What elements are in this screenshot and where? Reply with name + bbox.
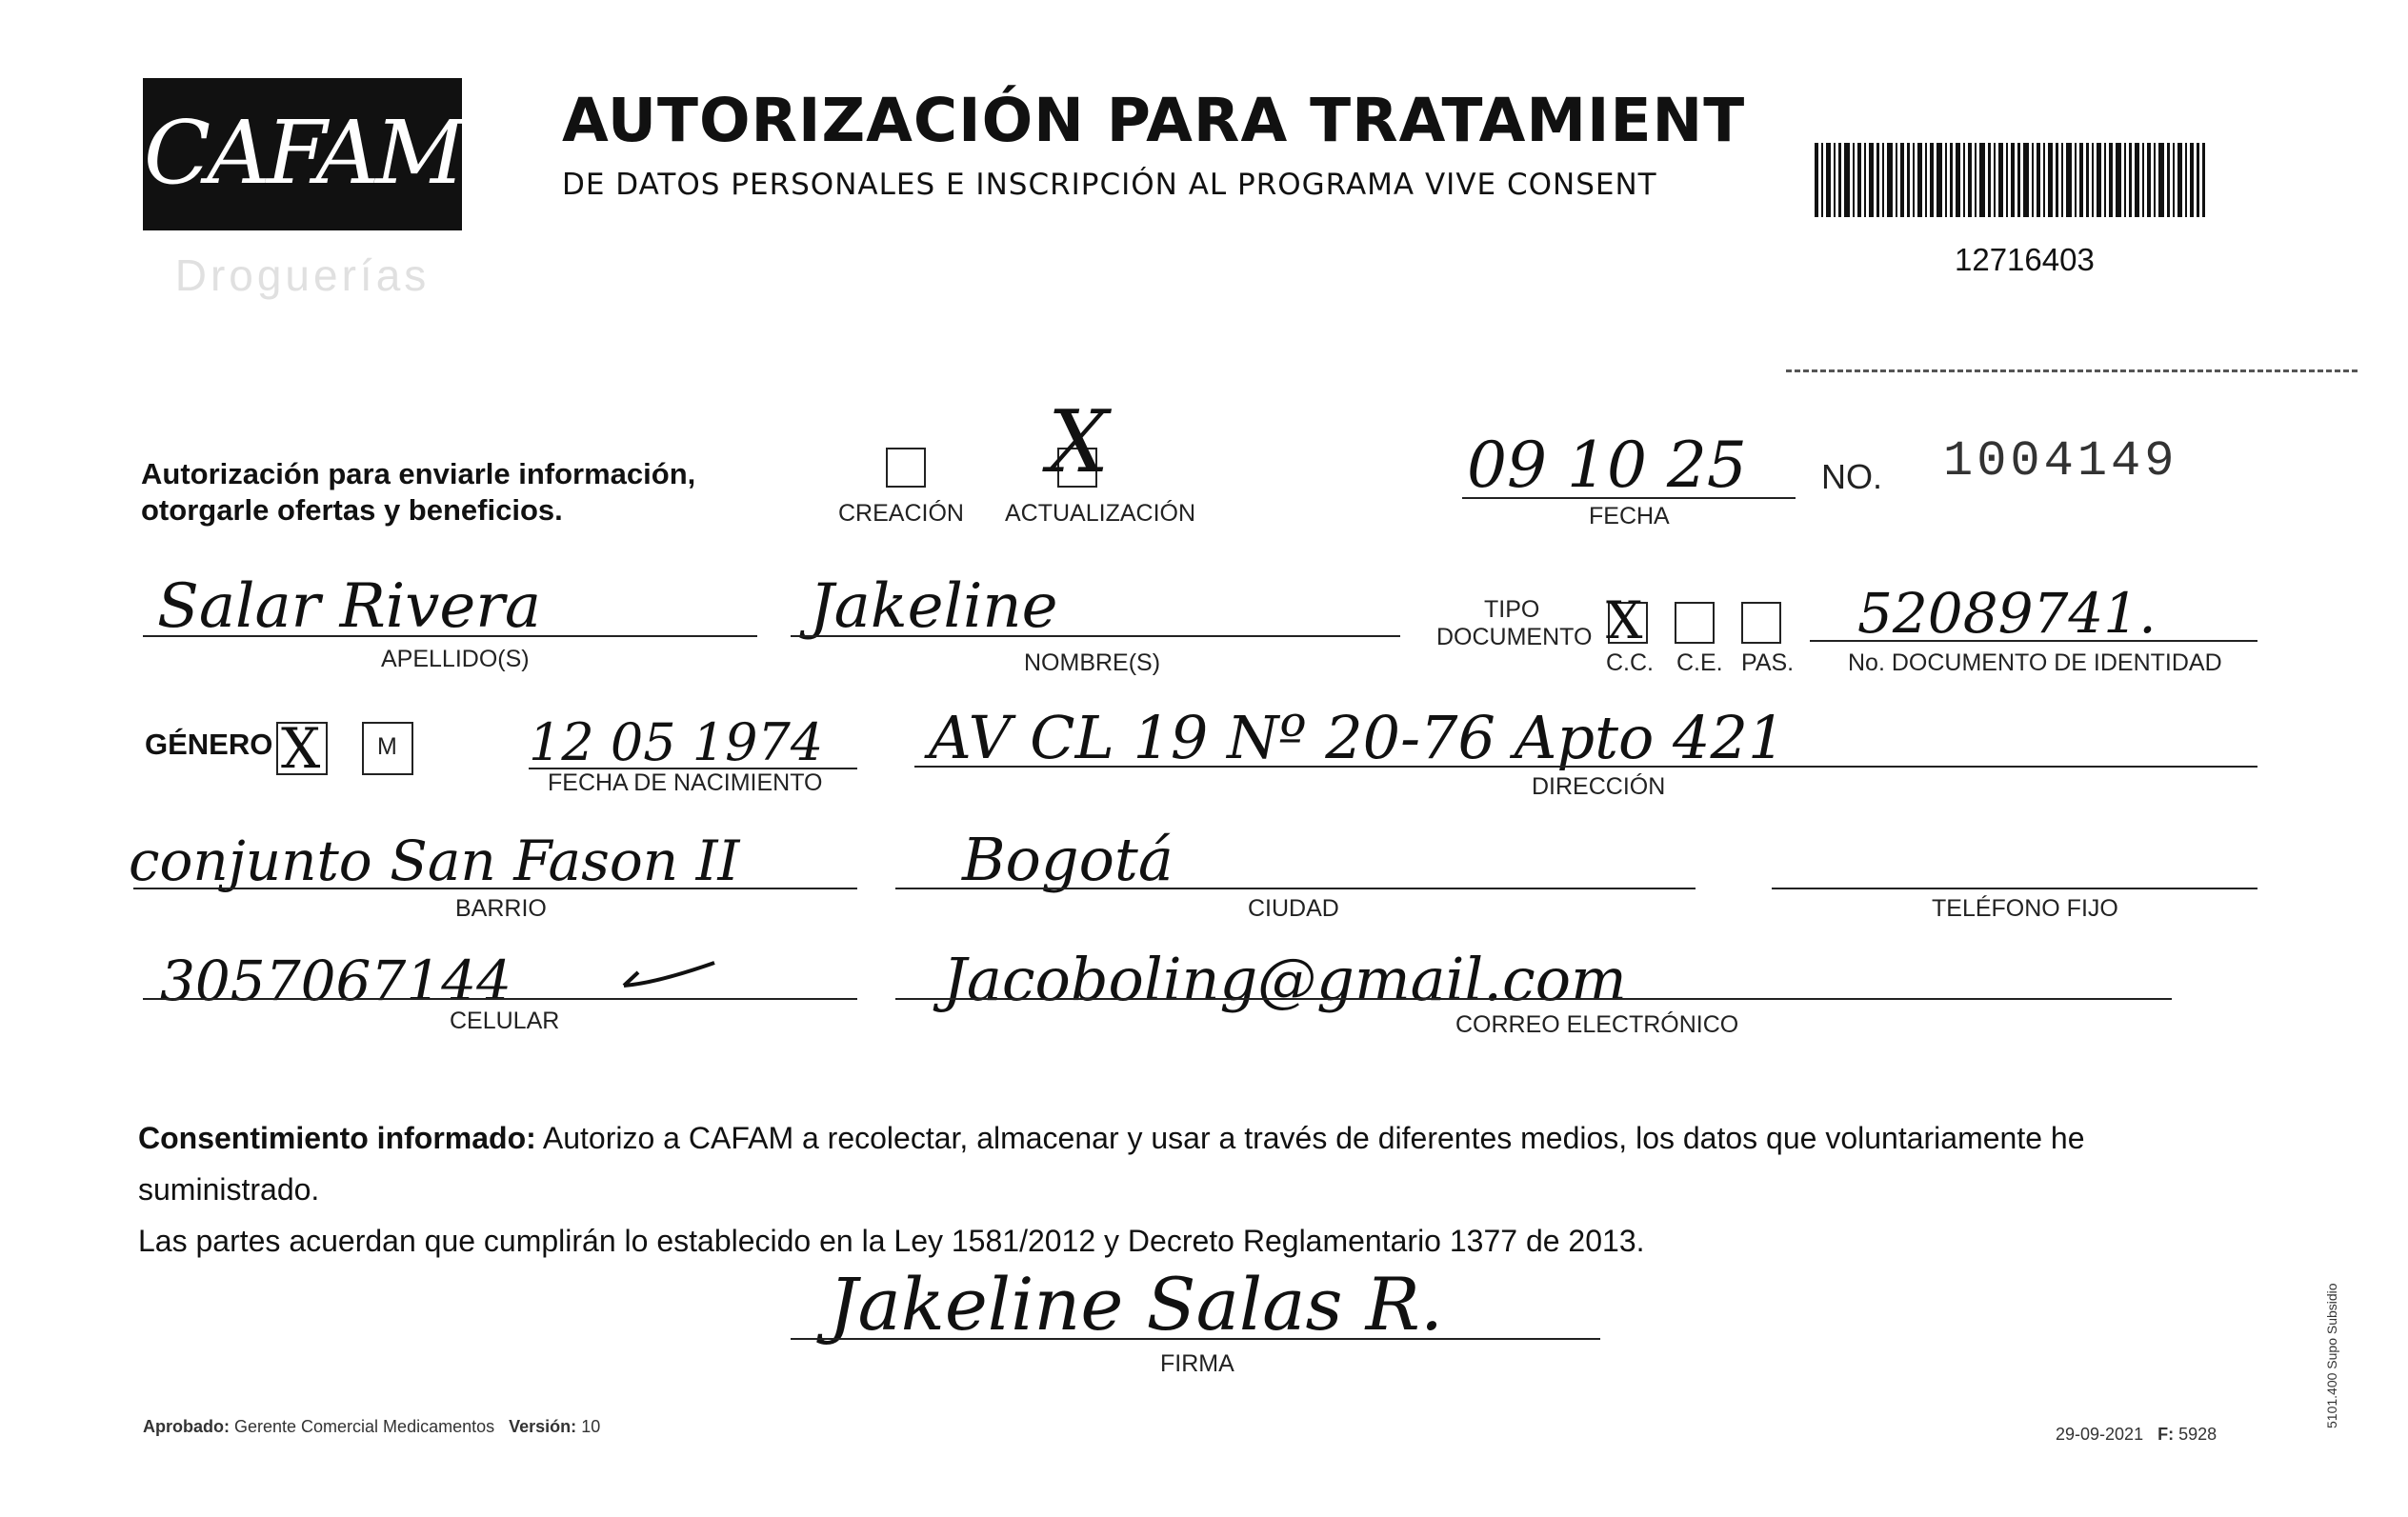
creacion-checkbox[interactable]: [886, 448, 926, 488]
nombre-value: Jakeline: [810, 571, 1058, 642]
actualizacion-label: ACTUALIZACIÓN: [1005, 500, 1196, 527]
direccion-label: DIRECCIÓN: [1532, 773, 1666, 800]
divider: [1786, 369, 2358, 372]
telefono-line[interactable]: [1772, 888, 2258, 889]
pas-checkbox[interactable]: [1741, 602, 1781, 644]
barcode-number: 12716403: [1955, 242, 2095, 277]
celular-value: 3057067144: [160, 948, 512, 1013]
nombre-label: NOMBRE(S): [1024, 649, 1161, 676]
form-number: 1004149: [1943, 433, 2178, 489]
fecha-label: FECHA: [1589, 503, 1670, 529]
ciudad-value: Bogotá: [962, 825, 1174, 894]
version-value: 10: [581, 1417, 601, 1436]
footer-date: 29-09-2021: [2056, 1425, 2144, 1444]
documento-value: 52089741.: [1857, 581, 2157, 646]
aprobado-value: Gerente Comercial Medicamentos: [234, 1417, 495, 1436]
version-label: Versión:: [509, 1417, 577, 1436]
correo-line[interactable]: [895, 998, 2172, 1000]
barcode-icon: [1815, 143, 2205, 217]
cc-label: C.C.: [1606, 649, 1654, 676]
logo-subtitle: Droguerías: [174, 250, 431, 300]
pas-label: PAS.: [1741, 649, 1795, 676]
documento-line[interactable]: [1810, 640, 2258, 642]
authorization-text-line1: Autorización para enviarle información,: [141, 457, 696, 490]
creacion-label: CREACIÓN: [838, 500, 964, 527]
no-label: NO.: [1821, 457, 1883, 496]
ciudad-line[interactable]: [895, 888, 1696, 889]
ce-label: C.E.: [1676, 649, 1723, 676]
nacimiento-value: 12 05 1974: [529, 712, 824, 772]
consent-paragraph: [138, 1112, 2262, 1267]
apellido-line[interactable]: [143, 635, 757, 637]
ce-checkbox[interactable]: [1675, 602, 1715, 644]
barrio-line[interactable]: [133, 888, 857, 889]
consent-text-line1: Autorizo a CAFAM a recolectar, almacenar y usar a través de diferentes medios, los datos que voluntariamente he suministrado.: [138, 1121, 2085, 1207]
footer-date-code: [2056, 1425, 2217, 1445]
barrio-label: BARRIO: [455, 895, 547, 922]
authorization-text-line2: otorgarle ofertas y beneficios.: [141, 493, 563, 527]
celular-line[interactable]: [143, 998, 857, 1000]
documento-numero-label: No. DOCUMENTO DE IDENTIDAD: [1848, 649, 2222, 676]
tipo-label: TIPO: [1484, 596, 1540, 623]
f-label: F:: [2157, 1425, 2175, 1444]
apellido-label: APELLIDO(S): [381, 646, 530, 672]
cc-check-mark: X: [1606, 590, 1643, 650]
f-value: 5928: [2178, 1425, 2217, 1444]
direccion-value: AV CL 19 Nº 20-76 Apto 421: [929, 703, 1786, 772]
correo-label: CORREO ELECTRÓNICO: [1455, 1011, 1739, 1038]
ciudad-label: CIUDAD: [1248, 895, 1339, 922]
consent-heading: Consentimiento informado:: [138, 1121, 536, 1155]
fecha-value: 09 10 25: [1467, 429, 1747, 502]
apellido-value: Salar Rivera: [157, 571, 541, 642]
nombre-line[interactable]: [791, 635, 1400, 637]
direccion-line[interactable]: [914, 766, 2258, 768]
form-subtitle: DE DATOS PERSONALES E INSCRIPCIÓN AL PROGRAMA VIVE CONSENT: [562, 168, 1657, 202]
footer-approval: [143, 1417, 600, 1437]
telefono-label: TELÉFONO FIJO: [1932, 895, 2118, 922]
nacimiento-label: FECHA DE NACIMIENTO: [548, 769, 823, 796]
genero-f-check-mark: X: [281, 716, 321, 781]
signature-label: FIRMA: [1160, 1350, 1234, 1377]
cafam-logo: CAFAM: [143, 102, 462, 204]
fecha-line: [1462, 497, 1796, 499]
documento-label: DOCUMENTO: [1436, 624, 1593, 650]
signature-line[interactable]: [791, 1338, 1600, 1340]
form-title: AUTORIZACIÓN PARA TRATAMIENT: [562, 86, 1746, 155]
consent-text-line2: Las partes acuerdan que cumplirán lo establecido en la Ley 1581/2012 y Decreto Reglamentario 1377 de 2013.: [138, 1224, 1645, 1258]
genero-m-label: M: [377, 733, 397, 760]
aprobado-label: Aprobado:: [143, 1417, 230, 1436]
actualizacion-check-mark: X: [1048, 392, 1110, 492]
checkmark-icon: [619, 957, 724, 995]
signature-value: Jakeline Salas R.: [829, 1262, 1444, 1347]
barrio-value: conjunto San Fason II: [129, 828, 740, 893]
correo-value: Jacoboling@gmail.com: [943, 945, 1627, 1014]
celular-label: CELULAR: [450, 1008, 560, 1034]
side-text: 5101.400 Supo Subsidio: [2324, 1283, 2339, 1428]
genero-label: GÉNERO: [145, 728, 273, 761]
